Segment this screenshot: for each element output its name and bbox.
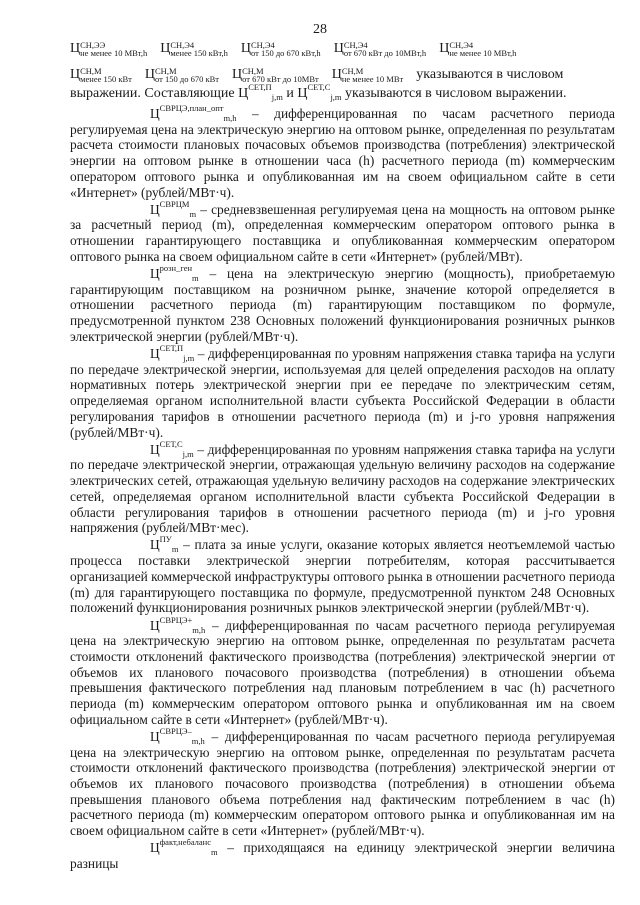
definition-text: – дифференцированная по часам расчетного периода регулируемая цена на электрическую энергию на оптовом рынке, определенная по результатам расчета стоимости отклонений фактического производства (потребления) электрической энергии от объемов их планового почасового производства (потребления) в отношении объема превышения планового объема потребления над фактическим потреблением в час (h) расчетного периода (m) коммерческим оператором оптового рынка и опубликованная им на своем официальном сайте в сети «Интернет» (рублей/МВт·ч). — [70, 728, 615, 839]
formula-symbol: $Ц^{ПУ}_m$ — [150, 534, 179, 555]
definition-paragraph — [70, 343, 615, 440]
formula-symbol: $Ц^{СЕТ,П}_{j,m}$ — [150, 343, 195, 364]
page-number: 28 — [313, 22, 327, 37]
definition-paragraph — [70, 263, 615, 345]
definition-paragraph — [70, 198, 615, 265]
header-formula-symbol: Ц СН,М от 150 до 670 кВт — [144, 65, 219, 84]
body-text — [70, 103, 616, 873]
formula-symbol: $Ц^{розн\_ген}_m$ — [150, 263, 199, 284]
header-formula-symbol: Ц СН,М менее 150 кВт — [70, 65, 132, 84]
header-formula-symbol: Ц СН,Э4 менее 150 кВт,h — [160, 39, 228, 58]
header-row-3-text-b: указываются в числовом выражении. — [345, 86, 567, 101]
header-formula-symbol: Ц СН,М от 670 кВт до 10МВт — [231, 65, 319, 84]
definition-paragraph — [70, 725, 615, 839]
definition-paragraph — [70, 103, 615, 200]
header-row-1 — [70, 40, 615, 58]
header-row-2-tail: указываются в числовом — [416, 67, 564, 82]
definition-paragraph — [70, 837, 615, 872]
formula-symbol: $Ц^{СВРЦМ}_m$ — [150, 198, 197, 219]
formula-symbol: $Ц^{СВРЦЭ+}_{m,h}$ — [150, 614, 206, 635]
formula-symbol: $Ц^{факт,небаланс}_m$ — [150, 837, 218, 858]
definition-text: – дифференцированная по уровням напряжения ставка тарифа на услуги по передаче электрической энергии, используемая для целей определения расходов на оплату нормативных потерь электрической энергии при ее передаче по электрическим сетям, определяемая органом исполнительной власти субъекта Российской Федерации в области регулирования тарифов в отношении расчетного периода (m) и j-го уровня напряжения (рублей/МВт·ч). — [70, 346, 615, 440]
header-row-2 — [70, 66, 615, 84]
header-formula-symbol: Ц СН,ЭЭ не менее 10 МВт,h — [70, 39, 148, 58]
header-row-3-text-a: выражении. Составляющие — [70, 86, 235, 101]
definition-text: – дифференцированная по часам расчетного периода регулируемая цена на электрическую энергию на оптовом рынке, определенная по результатам расчета стоимости отклонений фактического производства (потребления) электрической энергии от объемов их планового почасового производства (потребления) в отношении объема превышения фактического потребления над плановым потреблением в час (h) расчетного периода (m) коммерческим оператором оптового рынка и опубликованная им на своем официальном сайте в сети «Интернет» (рублей/МВт·ч). — [70, 617, 615, 727]
definition-text: – цена на электрическую энергию (мощность), приобретаемую гарантирующим поставщиком на розничном рынке, значение которой определяется в отношении расчетного периода (m) гарантирующим поставщиком по формуле, предусмотренной пунктом 238 Основных положений функционирования розничных рынков электрической энергии (рублей/МВт·ч). — [70, 266, 615, 344]
definition-paragraph — [70, 438, 615, 536]
header-formula-symbol: Ц СН,Э4 от 670 кВт до 10МВт,h — [333, 39, 427, 58]
definition-text: – приходящаяся на единицу электрической энергии величина разницы — [70, 840, 615, 872]
definition-text: – средневзвешенная регулируемая цена на мощность на оптовом рынке за расчетный период (m), определенная коммерческим оператором оптового рынка в отношении гарантирующего поставщика и опубликованная коммерческим оператором оптового рынка на своем официальном сайте в сети «Интернет» (рублей/МВт). — [70, 201, 615, 264]
definition-text: – плата за иные услуги, оказание которых является неотъемлемой частью процесса поставки электрической энергии потребителям, которая рассчитывается организацией коммерческой инфраструктуры оптового рынка в отношении расчетного периода (m) для гарантирующего поставщика по формуле, предусмотренной пунктом 248 Основных положений функционирования розничных рынков электрической энергии (рублей/МВт·ч). — [70, 537, 616, 616]
formula-symbol: $Ц^{СВРЦЭ-}_{m,h}$ — [150, 725, 205, 746]
header-formula-symbol: Ц СН,Э4 от 150 до 670 кВт,h — [240, 39, 321, 58]
header-row-3-and: и — [286, 86, 294, 101]
header-formula-symbol: Ц СН,Э4 не менее 10 МВт,h — [439, 39, 517, 58]
definition-text: – дифференцированная по часам расчетного периода регулируемая цена на электрическую энергию на оптовом рынке, определенная по результатам расчета стоимости плановых почасовых объемов производства (потребления) электрической энергии на оптовом рынке в отношении часа (h) расчетного периода (m) коммерческим оператором оптового рынка и опубликованная им на своем официальном сайте в сети «Интернет» (рублей/МВт·ч). — [70, 106, 615, 200]
definition-paragraph — [70, 614, 615, 728]
formula-symbol: $Ц^{СВРЦЭ,план\_опт}_{m,h}$ — [150, 103, 237, 123]
formula-symbol: $Ц^{СЕТ,С}_{j,m}$ — [150, 438, 194, 459]
formula-symbol: $Ц^{СЕТ,С}_{j,m}$ — [297, 82, 342, 102]
definition-paragraph — [70, 534, 616, 616]
header-row-3 — [70, 82, 615, 102]
definition-text: – дифференцированная по уровням напряжения ставка тарифа на услуги по передаче электрической энергии, отражающая удельную величину расходов на содержание электрических сетей, отражающая удельную величину расходов на содержание электрических сетей, определяемая органом исполнительной власти субъекта Российской Федерации в области регулирования тарифов в отношении расчетного периода (m) и j-го уровня напряжения (рублей/МВт·мес). — [70, 441, 615, 536]
formula-symbol: $Ц^{СЕТ,П}_{j,m}$ — [238, 82, 283, 102]
header-formula-symbol: Ц СН,М не менее 10 МВт — [331, 65, 404, 84]
